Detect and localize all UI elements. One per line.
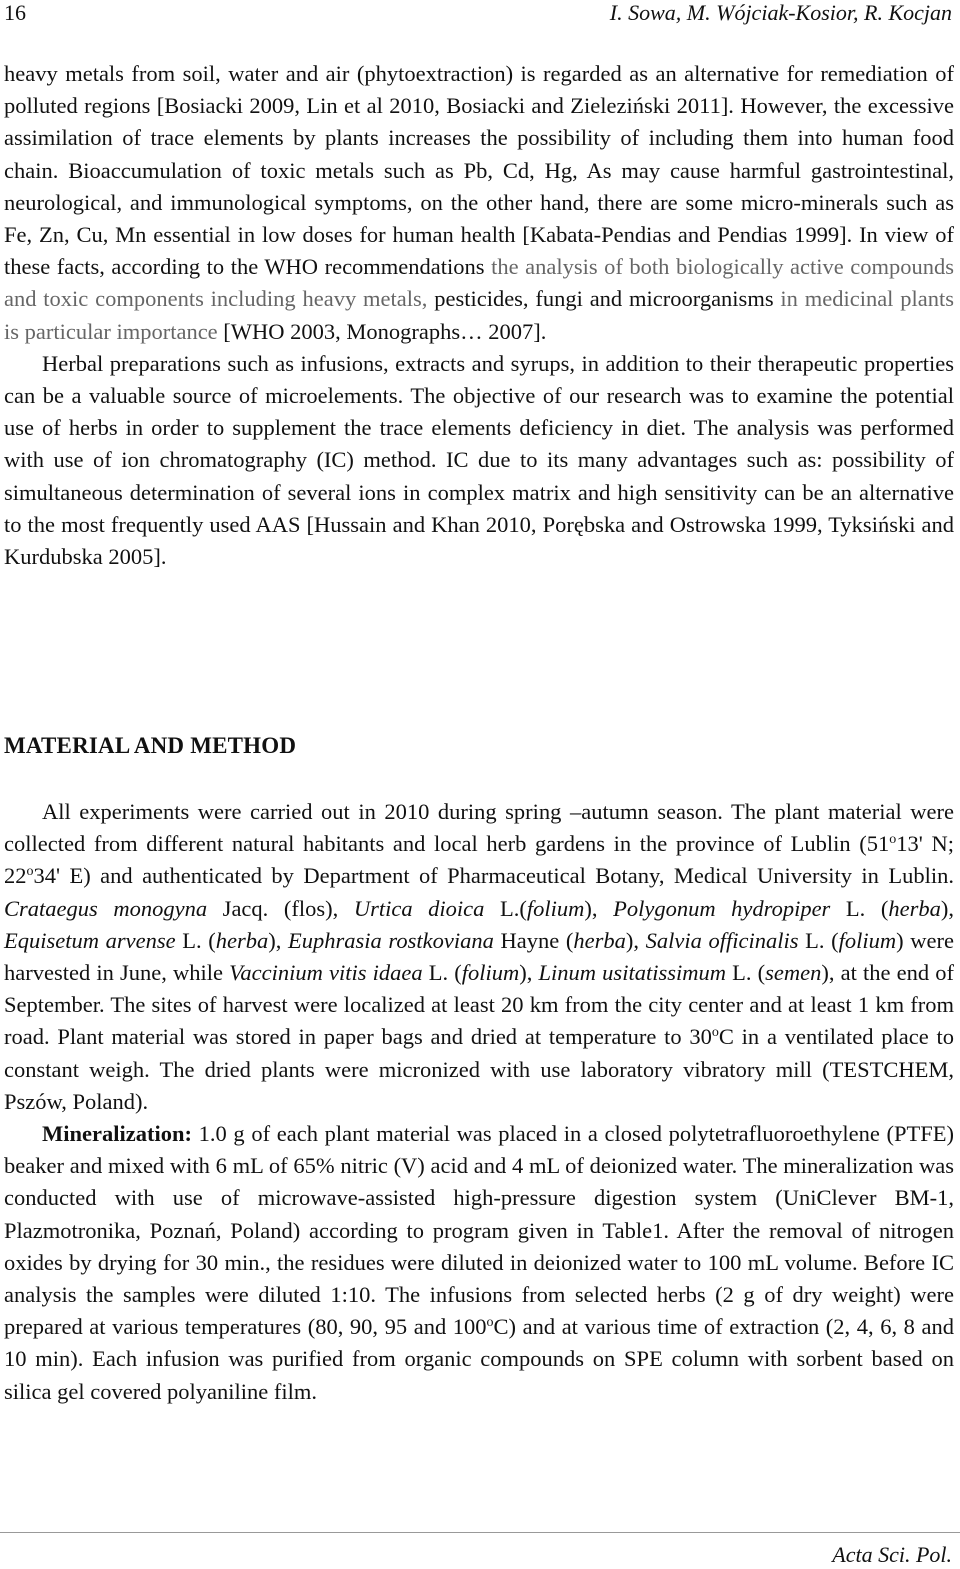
text-run: Hayne ( [493,927,574,953]
text-run: All experiments were carried out in 2010 during spring –autumn season. The plant material were collected from different natural habitants and local herb gardens in the province of Lublin (51 [4,799,954,857]
text-run: L. ( [175,927,216,953]
paragraph [4,58,954,348]
text-run: ) were harvested in June, while [4,927,954,986]
species-name: Vaccinium vitis idaea [229,960,423,986]
plant-part: folium [461,960,520,986]
text-run-gray: the analysis of both biologically active compounds and toxic components including heavy metals, [4,254,954,312]
degree-mark: o [26,864,34,880]
text-run: Jacq. (flos), [207,895,354,921]
text-run: L. ( [422,960,462,986]
text-run: heavy metals from soil, water and air (phytoextraction) is regarded as an alternative for remediation of polluted regions [Bosiacki 2009, Lin et al 2010, Bosiacki and Zieleziński 2011]. However, the excessive assimilation of trace elements by plants increases the possibility of including them into human food chain. Bioaccumulation of toxic metals such as Pb, Cd, Hg, As may cause harmful gastrointestinal, neurological, and immunological symptoms, on the other hand, there are some micro-minerals such as Fe, Zn, Cu, Mn essential in low doses for human health [Kabata-Pendias and Pendias 1999]. In view of these facts, according to the WHO recommendations [4,61,954,280]
intro-text [4,58,954,573]
paragraph [4,796,954,1118]
section-heading: MATERIAL AND METHOD [4,733,297,758]
species-name: Crataegus monogyna [4,895,208,921]
running-head-authors: I. Sowa, M. Wójciak-Kosior, R. Kocjan [609,0,952,25]
run-in-heading: Mineralization: [42,1121,192,1147]
text-run: L. ( [798,927,839,953]
plant-part: folium [526,895,585,921]
text-run-gray: in medicinal plants is particular importance [4,286,954,344]
species-name: Equisetum arvense [4,927,176,953]
plant-part: herba [215,927,269,953]
text-run: [WHO 2003, Monographs… 2007]. [217,318,547,344]
plant-part: folium [838,927,897,953]
page-number: 16 [4,0,26,25]
text-run: pesticides, fungi and microorganisms [427,286,774,312]
plant-part: semen [765,960,822,986]
methods-text [4,796,954,1408]
plant-part: herba [573,927,626,953]
text-run: ), [268,927,289,953]
text-run: C) and at various time of extraction (2, 4, 6, 8 and 10 min). Each infusion was purified from organic compounds on SPE column with sorbent based on silica gel covered polyaniline film. [4,1314,954,1404]
species-name: Urtica dioica [353,895,485,921]
text-run: ), [519,960,539,986]
degree-mark: o [711,1025,719,1041]
plant-part: herba [888,895,941,921]
paragraph [4,1118,954,1408]
species-name: Salvia officinalis [645,927,799,953]
text-run: C in a ventilated place to constant weigh. The dried plants were micronized with use laboratory vibratory mill (TESTCHEM, Pszów, Poland). [4,1024,954,1114]
text-run: L. ( [830,895,889,921]
running-header [4,0,952,30]
degree-mark: o [889,832,897,848]
text-run: ), [940,895,954,921]
species-name: Euphrasia rostkoviana [288,927,494,953]
text-run: L.( [484,895,527,921]
text-run: ), at the end of September. The sites of harvest were localized at least 20 km from the city center and at least 1 km from road. Plant material was stored in paper bags and dried at temperature to 30 [4,960,954,1050]
text-run: 34' E) and authenticated by Department of Pharmaceutical Botany, Medical University in Lublin. [33,863,954,889]
journal-footer: Acta Sci. Pol. [832,1542,952,1567]
species-name: Polygonum hydropiper [613,895,831,921]
species-name: Linum usitatissimum [538,960,726,986]
text-run: ), [584,895,614,921]
paragraph: Herbal preparations such as infusions, extracts and syrups, in addition to their therapeutic properties can be a valuable source of microelements. The objective of our research was to examine the potential use of herbs in order to supplement the trace elements deficiency in diet. The analysis was performed with use of ion chromatography (IC) method. IC due to its many advantages such as: possibility of simultaneous determination of several ions in complex matrix and high sensitivity can be an alternative to the most frequently used AAS [Hussain and Khan 2010, Porębska and Ostrowska 1999, Tyksiński and Kurdubska 2005]. [4,350,954,570]
text-run: L. ( [725,960,766,986]
text-run: 13' N; 22 [4,831,954,889]
degree-mark: o [486,1315,494,1331]
text-run: ), [625,927,646,953]
text-run: 1.0 g of each plant material was placed in a closed polytetrafluoroethylene (PTFE) beaker and mixed with 6 mL of 65% nitric (V) acid and 4 mL of deionized water. The mineralization was conducted with use of microwave-assisted high-pressure digestion system (UniClever BM-1, Plazmotronika, Poznań, Poland) according to program given in Table1. After the removal of nitrogen oxides by drying for 30 min., the residues were diluted in deionized water to 100 mL volume. Before IC analysis the samples were diluted 1:10. The infusions from selected herbs (2 g of dry weight) were prepared at various temperatures (80, 90, 95 and 100 [4,1121,954,1340]
footer-rule [0,1532,960,1533]
